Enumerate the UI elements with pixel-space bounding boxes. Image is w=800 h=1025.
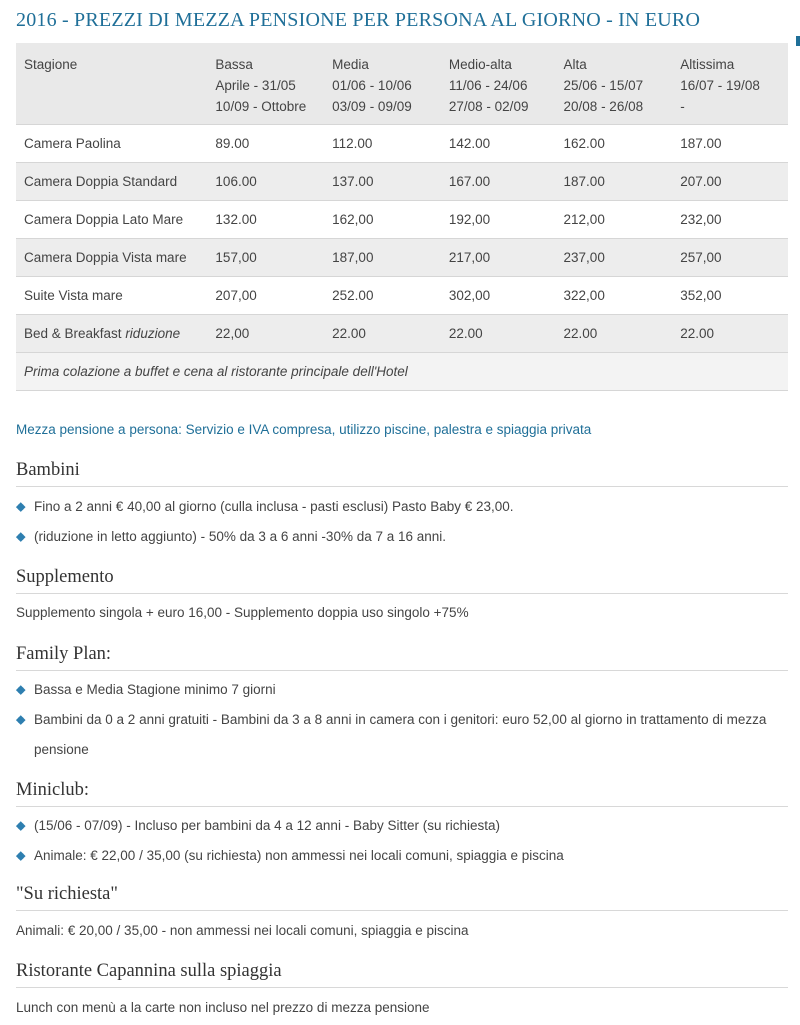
price-cell: 22.00 bbox=[441, 314, 556, 352]
table-note: Prima colazione a buffet e cena al ristorante principale dell'Hotel bbox=[16, 352, 788, 390]
list-item-text: (15/06 - 07/09) - Incluso per bambini da 4 a 12 anni - Baby Sitter (su richiesta) bbox=[34, 818, 500, 833]
room-name: Camera Doppia Vista mare bbox=[24, 249, 187, 265]
table-header-row bbox=[16, 43, 788, 124]
list-item bbox=[16, 705, 788, 765]
room-label bbox=[16, 124, 207, 162]
half-board-intro: Mezza pensione a persona: Servizio e IVA compresa, utilizzo piscine, palestra e spiaggia privata bbox=[16, 422, 592, 437]
list-item-text: Fino a 2 anni € 40,00 al giorno (culla inclusa - pasti esclusi) Pasto Baby € 23,00. bbox=[34, 499, 514, 514]
diamond-cluster-icon bbox=[17, 503, 25, 511]
section-title-bambini: Bambini bbox=[16, 460, 788, 487]
section-title-supplemento: Supplemento bbox=[16, 567, 788, 594]
room-name: Suite Vista mare bbox=[24, 287, 123, 303]
header-line: Medio-alta bbox=[448, 57, 512, 72]
list-item-text: Bambini da 0 a 2 anni gratuiti - Bambini da 3 a 8 anni in camera con i genitori: euro 52,00 al giorno in trattamento di mezza pensione bbox=[34, 712, 767, 757]
list-item bbox=[16, 675, 788, 705]
price-cell: 22,00 bbox=[207, 314, 324, 352]
room-label bbox=[16, 200, 207, 238]
price-table bbox=[16, 43, 788, 391]
section-title-su-richiesta: "Su richiesta" bbox=[16, 884, 788, 911]
price-cell: 252.00 bbox=[324, 276, 441, 314]
price-cell: 302,00 bbox=[441, 276, 556, 314]
room-name: Camera Paolina bbox=[24, 135, 121, 151]
header-line: 03/09 - 09/09 bbox=[332, 99, 412, 114]
header-line: Altissima bbox=[680, 57, 735, 72]
price-cell: 162.00 bbox=[556, 124, 673, 162]
section-title-ristorante: Ristorante Capannina sulla spiaggia bbox=[16, 961, 788, 988]
header-cell-alta bbox=[556, 43, 673, 124]
room-label bbox=[16, 238, 207, 276]
list-item bbox=[16, 522, 788, 552]
table-row bbox=[16, 314, 788, 352]
header-line: Aprile - 31/05 bbox=[215, 78, 296, 93]
price-cell: 167.00 bbox=[441, 162, 556, 200]
price-cell: 192,00 bbox=[441, 200, 556, 238]
header-cell-medio-alta bbox=[441, 43, 556, 124]
list-item bbox=[16, 492, 788, 522]
diamond-cluster-icon bbox=[17, 686, 25, 694]
room-label bbox=[16, 314, 207, 352]
ristorante-text: Lunch con menù a la carte non incluso nel prezzo di mezza pensione bbox=[16, 1000, 430, 1015]
price-cell: 187.00 bbox=[672, 124, 788, 162]
price-cell: 106.00 bbox=[207, 162, 324, 200]
price-cell: 187,00 bbox=[324, 238, 441, 276]
room-suffix: riduzione bbox=[125, 325, 181, 341]
room-name: Bed & Breakfast bbox=[24, 325, 126, 341]
header-line: - bbox=[680, 99, 685, 114]
header-line: Alta bbox=[563, 57, 587, 72]
list-item-text: Animale: € 22,00 / 35,00 (su richiesta) non ammessi nei locali comuni, spiaggia e piscina bbox=[34, 848, 564, 863]
diamond-cluster-icon bbox=[17, 852, 25, 860]
price-cell: 237,00 bbox=[556, 238, 673, 276]
price-cell: 22.00 bbox=[324, 314, 441, 352]
header-line: 10/09 - Ottobre bbox=[215, 99, 307, 114]
diamond-cluster-icon bbox=[17, 822, 25, 830]
price-cell: 322,00 bbox=[556, 276, 673, 314]
price-cell: 187.00 bbox=[556, 162, 673, 200]
header-line: 25/06 - 15/07 bbox=[563, 78, 644, 93]
price-cell: 132.00 bbox=[207, 200, 324, 238]
header-line: Media bbox=[332, 57, 369, 72]
list-item-text: (riduzione in letto aggiunto) - 50% da 3 a 6 anni -30% da 7 a 16 anni. bbox=[34, 529, 447, 544]
room-name: Camera Doppia Standard bbox=[24, 173, 178, 189]
header-line: Stagione bbox=[24, 57, 78, 72]
price-cell: 137.00 bbox=[324, 162, 441, 200]
scroll-edge-marker bbox=[796, 36, 800, 46]
price-cell: 22.00 bbox=[672, 314, 788, 352]
section-title-family-plan: Family Plan: bbox=[16, 644, 788, 671]
page-title: 2016 - PREZZI DI MEZZA PENSIONE PER PERSONA AL GIORNO - IN EURO bbox=[16, 9, 701, 31]
price-cell: 352,00 bbox=[672, 276, 788, 314]
table-row bbox=[16, 200, 788, 238]
su-richiesta-text: Animali: € 20,00 / 35,00 - non ammessi nei locali comuni, spiaggia e piscina bbox=[16, 923, 469, 938]
price-cell: 207,00 bbox=[207, 276, 324, 314]
diamond-cluster-icon bbox=[17, 716, 25, 724]
price-cell: 212,00 bbox=[556, 200, 673, 238]
price-cell: 22.00 bbox=[556, 314, 673, 352]
header-line: 27/08 - 02/09 bbox=[448, 99, 529, 114]
family-plan-list bbox=[16, 675, 788, 765]
list-item bbox=[16, 811, 788, 841]
table-row bbox=[16, 162, 788, 200]
price-cell: 162,00 bbox=[324, 200, 441, 238]
price-cell: 142.00 bbox=[441, 124, 556, 162]
header-line: 20/08 - 26/08 bbox=[563, 99, 644, 114]
table-row bbox=[16, 276, 788, 314]
price-cell: 217,00 bbox=[441, 238, 556, 276]
table-row bbox=[16, 124, 788, 162]
header-cell-bassa bbox=[207, 43, 324, 124]
price-cell: 232,00 bbox=[672, 200, 788, 238]
bambini-list bbox=[16, 492, 788, 552]
list-item bbox=[16, 841, 788, 871]
table-note-row bbox=[16, 352, 788, 390]
header-line: 11/06 - 24/06 bbox=[448, 78, 528, 93]
room-label bbox=[16, 276, 207, 314]
price-cell: 89.00 bbox=[207, 124, 324, 162]
price-cell: 207.00 bbox=[672, 162, 788, 200]
price-cell: 257,00 bbox=[672, 238, 788, 276]
section-title-miniclub: Miniclub: bbox=[16, 780, 788, 807]
supplemento-text: Supplemento singola + euro 16,00 - Supplemento doppia uso singolo +75% bbox=[16, 605, 469, 620]
price-cell: 157,00 bbox=[207, 238, 324, 276]
list-item-text: Bassa e Media Stagione minimo 7 giorni bbox=[34, 682, 276, 697]
header-line: Bassa bbox=[215, 57, 253, 72]
header-cell-stagione bbox=[16, 43, 207, 124]
miniclub-list bbox=[16, 811, 788, 871]
header-line: 16/07 - 19/08 bbox=[680, 78, 760, 93]
diamond-cluster-icon bbox=[17, 533, 25, 541]
header-line: 01/06 - 10/06 bbox=[332, 78, 412, 93]
header-cell-altissima bbox=[672, 43, 788, 124]
room-label bbox=[16, 162, 207, 200]
price-cell: 112.00 bbox=[324, 124, 441, 162]
table-row bbox=[16, 238, 788, 276]
room-name: Camera Doppia Lato Mare bbox=[24, 211, 184, 227]
header-cell-media bbox=[324, 43, 441, 124]
